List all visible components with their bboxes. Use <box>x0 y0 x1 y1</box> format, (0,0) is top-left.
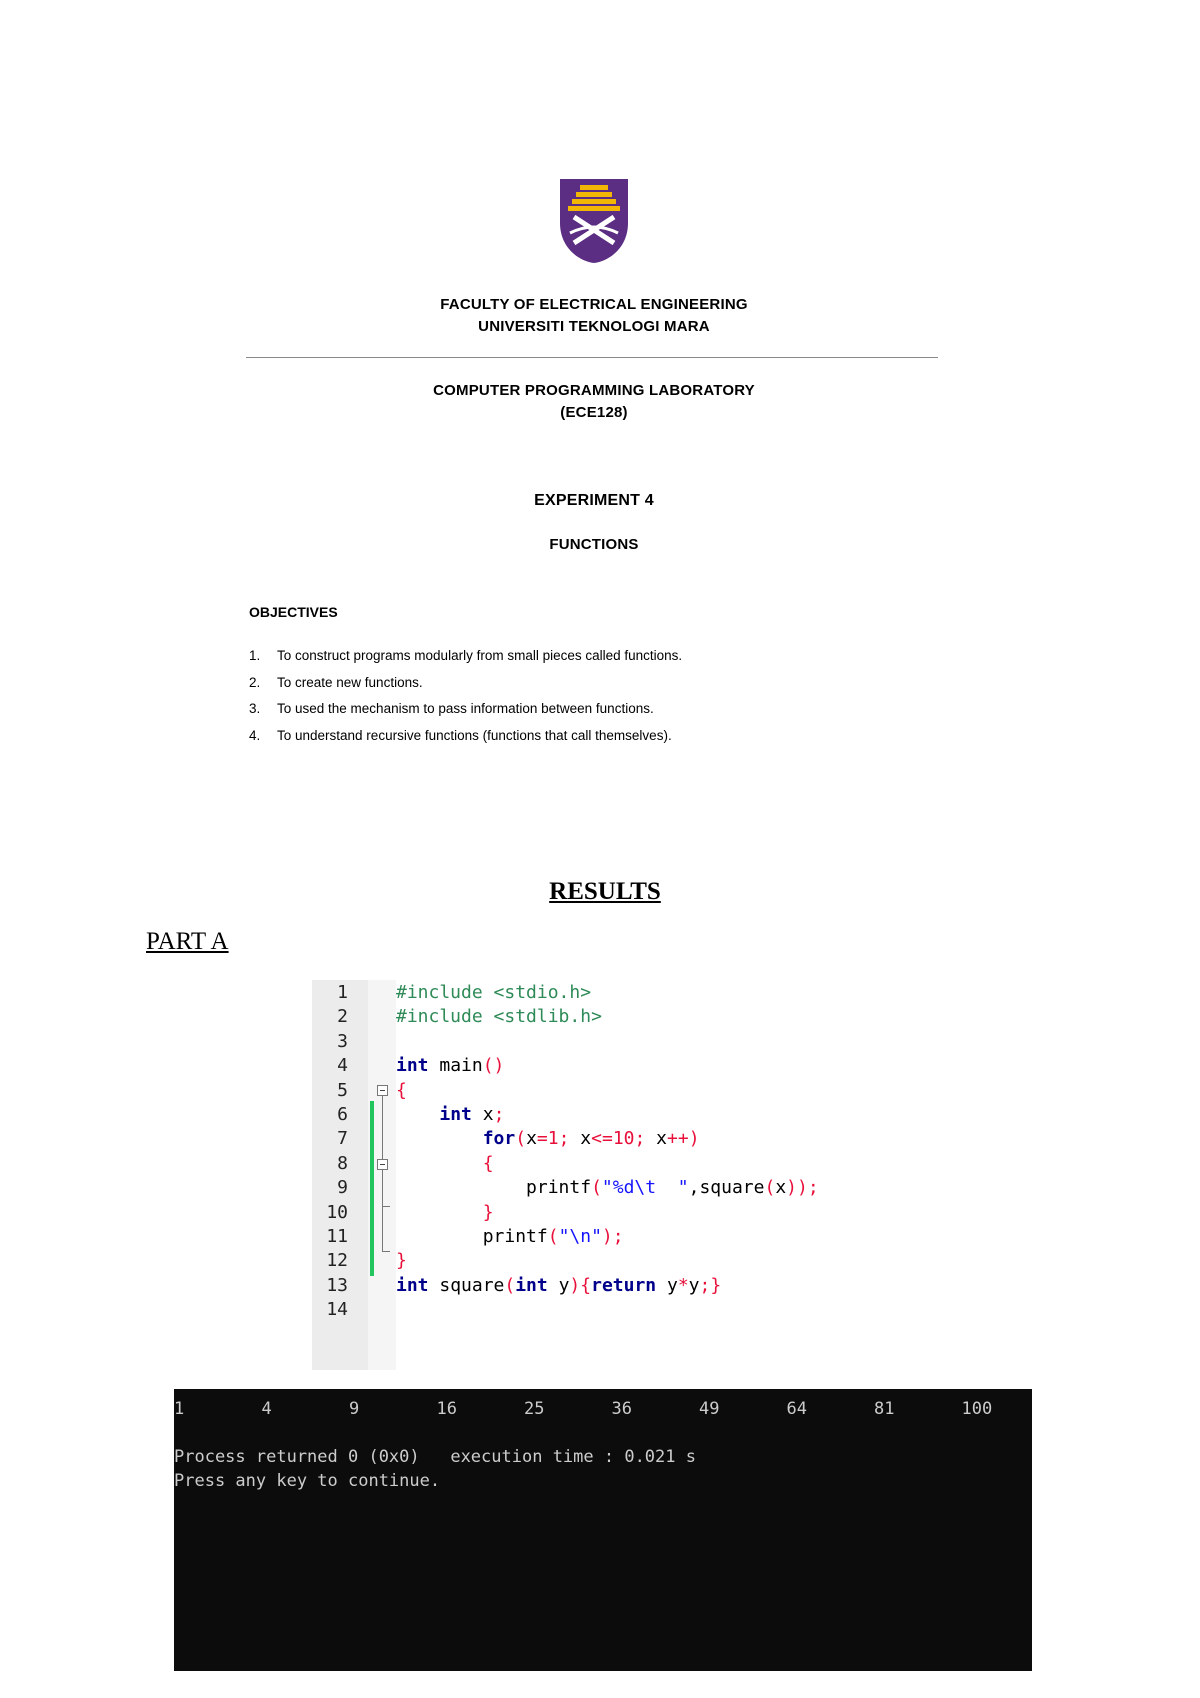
part-a-heading: PART A <box>146 928 229 955</box>
faculty-name: FACULTY OF ELECTRICAL ENGINEERING <box>440 296 748 313</box>
console-output-value: 25 <box>524 1399 545 1419</box>
line-number: 5 <box>337 1079 348 1101</box>
changed-lines-marker <box>370 1101 374 1276</box>
topic-title: FUNCTIONS <box>549 536 639 553</box>
code-line[interactable]: #include <stdlib.h> <box>396 1006 602 1028</box>
objective-item: 2. To create new functions. <box>249 675 423 690</box>
objective-item: 3. To used the mechanism to pass information between functions. <box>249 701 654 716</box>
console-output-value: 4 <box>261 1399 272 1419</box>
console-output-value: 36 <box>611 1399 632 1419</box>
code-line[interactable]: printf("%d\t ",square(x)); <box>396 1177 819 1199</box>
line-number: 11 <box>326 1226 348 1247</box>
code-line[interactable]: #include <stdio.h> <box>396 982 592 1003</box>
line-number: 9 <box>337 1177 348 1199</box>
line-number: 13 <box>326 1274 348 1296</box>
fold-end-tick <box>382 1206 390 1207</box>
code-line[interactable]: { <box>482 1152 494 1174</box>
console-output-value: 49 <box>699 1399 720 1419</box>
line-number: 1 <box>337 982 348 1003</box>
line-number: 6 <box>337 1104 348 1125</box>
press-key-line: Press any key to continue. <box>174 1471 441 1491</box>
objectives-heading: OBJECTIVES <box>249 604 338 620</box>
university-name: UNIVERSITI TEKNOLOGI MARA <box>478 318 710 335</box>
course-code: (ECE128) <box>560 404 628 421</box>
code-line[interactable]: } <box>482 1201 494 1223</box>
objective-item: 1. To construct programs modularly from small pieces called functions. <box>249 648 683 663</box>
fold-toggle-icon[interactable] <box>377 1085 388 1096</box>
code-editor <box>312 980 896 1370</box>
line-number: 3 <box>337 1030 348 1052</box>
objective-item: 4. To understand recursive functions (functions that call themselves). <box>249 728 672 743</box>
code-line[interactable]: for(x=1; x<=10; x++) <box>482 1128 700 1150</box>
fold-toggle-icon[interactable] <box>377 1159 388 1170</box>
fold-end-tick <box>382 1251 390 1252</box>
fold-guide <box>382 1096 383 1251</box>
console-output-value: 1 <box>174 1399 185 1419</box>
console-output-value: 16 <box>436 1399 457 1419</box>
line-number: 12 <box>326 1250 348 1272</box>
console-output-value: 9 <box>349 1399 360 1419</box>
console-output-value: 64 <box>786 1399 807 1419</box>
uitm-logo <box>558 177 630 265</box>
line-number: 4 <box>337 1055 348 1077</box>
experiment-title: EXPERIMENT 4 <box>534 492 654 509</box>
line-number: 7 <box>337 1128 348 1150</box>
line-number: 10 <box>326 1201 348 1223</box>
console-output-value: 100 <box>961 1399 993 1419</box>
console-window <box>174 1389 1032 1671</box>
code-line[interactable]: printf("\n"); <box>396 1226 624 1247</box>
code-line[interactable]: } <box>396 1250 407 1272</box>
line-number: 14 <box>326 1299 348 1321</box>
code-line[interactable]: int square(int y){return y*y;} <box>396 1274 722 1296</box>
line-number: 2 <box>337 1006 348 1028</box>
line-number: 8 <box>337 1152 348 1174</box>
results-heading: RESULTS <box>549 878 661 905</box>
process-returned-line: Process returned 0 (0x0) execution time : 0.021 s <box>174 1447 696 1467</box>
code-line[interactable]: { <box>396 1079 407 1101</box>
code-line[interactable]: int main() <box>396 1055 505 1077</box>
code-line[interactable]: int x; <box>439 1104 505 1125</box>
lab-title: COMPUTER PROGRAMMING LABORATORY <box>433 382 755 399</box>
header-divider <box>246 357 938 358</box>
console-output-value: 81 <box>874 1399 895 1419</box>
